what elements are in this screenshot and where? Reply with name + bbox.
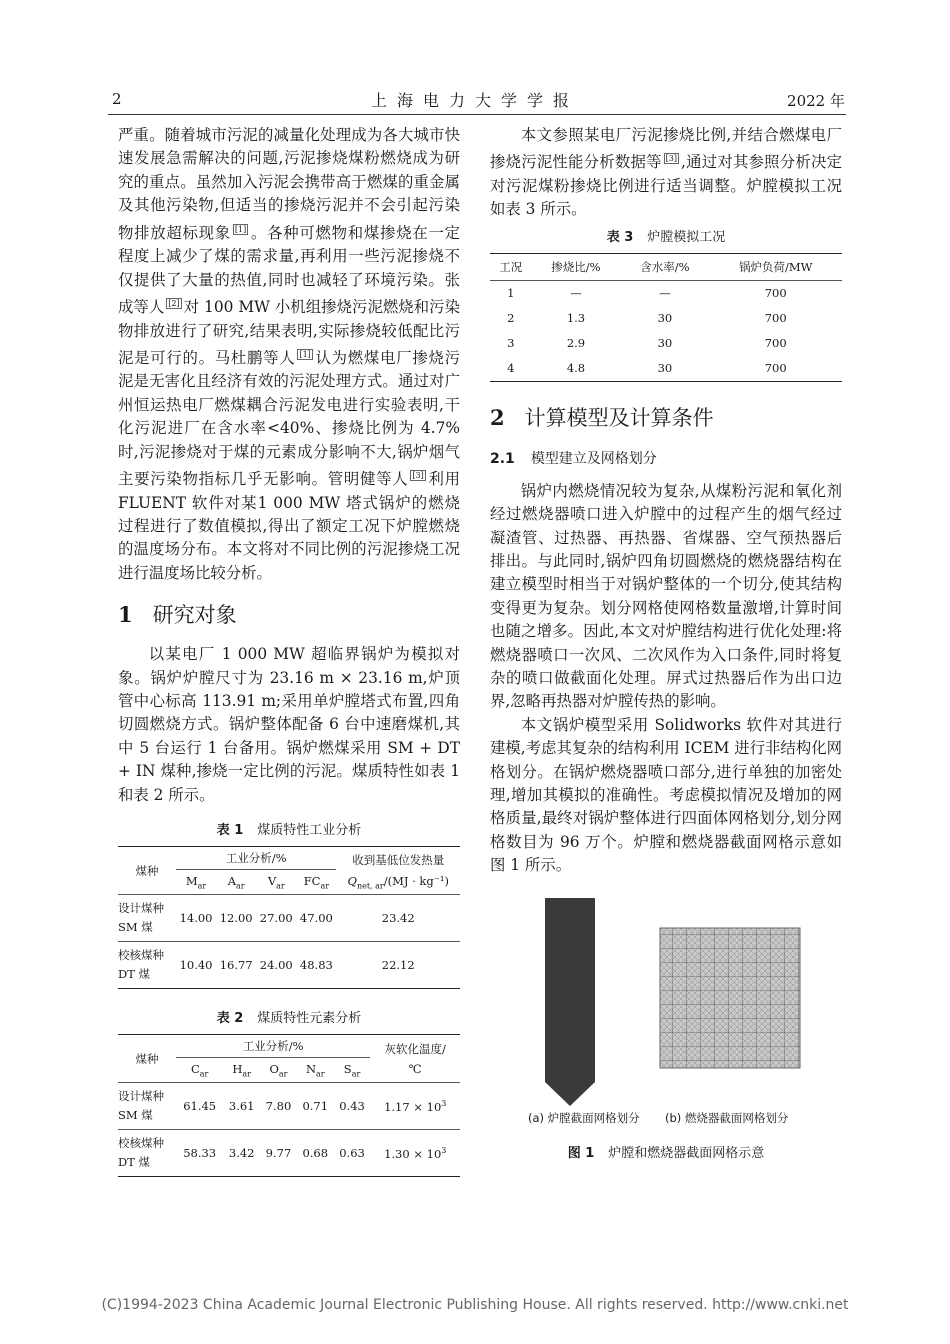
figure-1a-label: (a) 炉膛截面网格划分 xyxy=(528,1110,640,1125)
table-2-subcol: $C_{ar}$ xyxy=(190,1061,209,1079)
table-2-subcol: $H_{ar}$ xyxy=(232,1061,252,1079)
table-2-header-coal: 煤种 xyxy=(135,1051,159,1066)
table-2-subcol: $S_{ar}$ xyxy=(343,1061,361,1079)
running-header xyxy=(0,86,950,116)
copyright-footer: (C)1994-2023 China Academic Journal Electronic Publishing House. All rights reserved. http://www.cnki.net xyxy=(101,1297,849,1313)
table-2-subcol: $O_{ar}$ xyxy=(269,1061,288,1079)
table-1-header-coal: 煤种 xyxy=(135,863,159,878)
table-1-subcol: $A_{ar}$ xyxy=(227,873,245,891)
table-row: 设计煤种 SM 煤 61.45 3.61 7.80 0.71 0.43 $1.17 \times 10^3$ xyxy=(118,1083,460,1130)
mesh-paragraph: 本文锅炉模型采用 Solidworks 软件对其进行建模,考虑其复杂的结构利用 ICEM 进行非结构化网格划分。在锅炉燃烧器喷口部分,进行单独的加密处理,增加其模拟的准确性。考虑模拟情况及增加的网格质量,最终对锅炉整体进行四面体网格划分,划分网格数目为 96 万个。炉膛和燃烧器截面网格示意如图 1 所示。 xyxy=(490,715,842,875)
citation: [1] xyxy=(299,349,311,359)
intro-paragraph: 严重。随着城市污泥的减量化处理成为各大城市快速发展急需解决的问题,污泥掺烧煤粉燃烧成为研究的重点。虽然加入污泥会携带高于燃煤的重金属及其他污染物,但适当的掺烧污泥并不会引起污染物排放超标现象 [1] 。各种可燃物和煤掺烧在一定程度上减少了煤的需求量,再利用一些污泥掺烧不仅提供了大量的热值,同时也减轻了环境污染。张成等人 [2] 对 100 MW 小机组掺烧污泥燃烧和污染物排放进行了研究,结果表明,实际掺烧较低配比污泥是可行的。马杜鹏等人 [1] 认为燃煤电厂掺烧污泥是无害化且经济有效的污泥处理方式。通过对广州恒运热电厂燃煤耦合污泥发电进行实验表明,干化污泥进厂在含水率<40%、掺烧比例为 4.7% 时,污泥掺烧对于煤的元素成分影响不大,锅炉烟气主要污染物指标几乎无影响。管明健等人 [3] 利用 FLUENT 软件对某1 000 MW 塔式锅炉的燃烧过程进行了数值模拟,得出了额定工况下炉膛燃烧的温度场分布。本文将对不同比例的污泥掺烧工况进行温度场比较分析。 xyxy=(118,126,460,582)
page-number: 2 xyxy=(112,90,122,108)
subsection-2-1-heading: 2.1 模型建立及网格划分 xyxy=(490,450,657,467)
table-1-caption: 表 1 煤质特性工业分析 xyxy=(216,823,362,839)
left-column xyxy=(118,124,460,1177)
model-paragraph: 锅炉内燃烧情况较为复杂,从煤粉污泥和氧化剂经过燃烧器喷口进入炉膛中的过程产生的烟气经过凝渣管、过热器、再热器、省煤器、空气预热器后排出。与此同时,锅炉四角切圆燃烧的燃烧器结构在建立模型时相当于对锅炉整体的一个切分,使其结构变得更为复杂。划分网格使网格数量激增,计算时间也随之增多。因此,本文对炉膛结构进行优化处理:将燃烧器喷口一次风、二次风作为入口条件,同时将复杂的喷口做截面化处理。屏式过热器后作为出口边界,忽略再热器对炉膛传热的影响。 xyxy=(490,481,842,711)
table-1-header-heat: 收到基低位发热量 xyxy=(352,853,445,868)
table-2-subcol: $N_{ar}$ xyxy=(305,1061,325,1079)
table-row: 校核煤种 DT 煤 10.40 16.77 24.00 48.83 22.12 xyxy=(118,942,460,989)
table-3: 工况 掺烧比/% 含水率/% 锅炉负荷/MW 1 — — 700 2 1.3 30 700 3 2.9 30 700 4 4.8 30 700 xyxy=(490,253,842,382)
citation: [1] xyxy=(234,224,247,234)
right-column xyxy=(490,124,842,1162)
furnace-mesh-figure xyxy=(490,892,842,1112)
figure-1-caption: 图 1 炉膛和燃烧器截面网格示意 xyxy=(567,1145,765,1161)
table-1 xyxy=(118,846,460,989)
table-row: 1 — — 700 xyxy=(507,286,787,301)
table-row: 3 2.9 30 700 xyxy=(507,336,787,351)
table-row: 设计煤种 SM 煤 14.00 12.00 27.00 47.00 23.42 xyxy=(118,895,460,942)
table-1-subcol: $FC_{ar}$ xyxy=(303,873,330,891)
table-row: 4 4.8 30 700 xyxy=(490,356,842,382)
journal-title: 上海电力大学学报 xyxy=(370,91,579,110)
table-row: 校核煤种 DT 煤 58.33 3.42 9.77 0.68 0.63 $1.30 \times 10^3$ xyxy=(118,1130,460,1177)
figure-1 xyxy=(490,892,842,1162)
figure-1b-label: (b) 燃烧器截面网格划分 xyxy=(665,1110,789,1125)
journal-year: 2022 年 xyxy=(787,92,845,110)
table-2-caption: 表 2 煤质特性元素分析 xyxy=(216,1011,362,1027)
section-1-heading: 1 研究对象 xyxy=(118,602,237,628)
citation: [2] xyxy=(168,298,180,308)
table-1-subcol: $M_{ar}$ xyxy=(185,873,207,891)
burner-section-mesh xyxy=(660,928,800,1068)
condition-paragraph: 本文参照某电厂污泥掺烧比例,并结合燃煤电厂掺烧污泥性能分析数据等 [3] ,通过对其参照分析决定对污泥煤粉掺烧比例进行适当调整。炉膛模拟工况如表 3 所示。 xyxy=(490,126,842,219)
table-row: 2 1.3 30 700 xyxy=(507,311,787,326)
section-2-heading: 2 计算模型及计算条件 xyxy=(490,404,714,430)
citation: [3] xyxy=(412,471,424,481)
research-object-paragraph: 以某电厂 1 000 MW 超临界锅炉为模拟对象。锅炉炉膛尺寸为 23.16 m × 23.16 m,炉顶管中心标高 113.91 m;采用单炉膛塔式布置,四角切圆燃烧方式。锅炉整体配备 6 台中速磨煤机,其中 5 台运行 1 台备用。锅炉燃煤采用 SM + DT + IN 煤种,掺烧一定比例的污泥。煤质特性如表 1 和表 2 所示。 xyxy=(118,645,460,804)
table-2-header-temp: 灰软化温度/ ℃ xyxy=(384,1041,446,1076)
table-2 xyxy=(118,1034,460,1177)
table-1-heat-unit: $Q_{net, ar}/(MJ \cdot kg^{-1})$ xyxy=(347,873,449,890)
table-1-subcol: $V_{ar}$ xyxy=(267,873,285,891)
header-rule xyxy=(108,114,846,115)
table-1-header-group: 工业分析/% xyxy=(176,847,336,870)
table-2-header-group: 工业分析/% xyxy=(176,1035,370,1058)
table-3-caption: 表 3 炉膛模拟工况 xyxy=(606,229,726,245)
furnace-section-mesh xyxy=(545,898,595,1106)
citation: [3] xyxy=(665,154,678,164)
